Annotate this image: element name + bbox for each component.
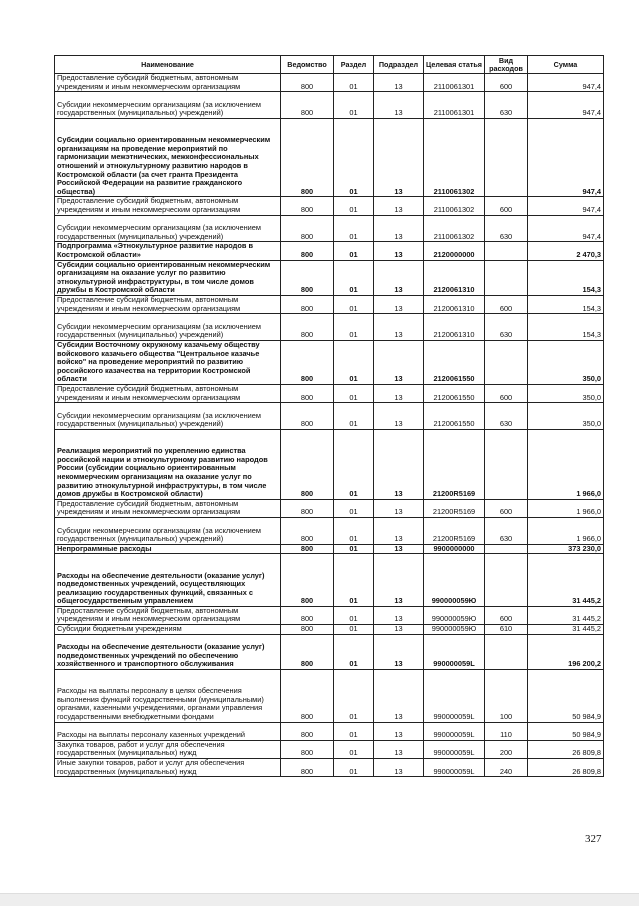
header-summa: Сумма	[528, 56, 604, 74]
row-statya-cell: 2120061550	[424, 384, 485, 402]
table-row	[55, 634, 604, 669]
document-page	[54, 55, 603, 777]
row-vid-cell: 600	[485, 197, 528, 215]
row-summa-cell: 154,3	[528, 295, 604, 313]
row-razdel-cell: 01	[334, 314, 374, 341]
row-vid-cell: 610	[485, 625, 528, 635]
table-row	[55, 340, 604, 384]
row-statya-cell: 2120000000	[424, 242, 485, 260]
row-summa-cell: 1 966,0	[528, 429, 604, 499]
row-razdel-cell: 01	[334, 670, 374, 723]
header-podrazdel: Подраздел	[374, 56, 424, 74]
row-podrazdel-cell: 13	[374, 740, 424, 758]
row-summa-cell: 947,4	[528, 215, 604, 242]
row-summa-cell: 31 445,2	[528, 606, 604, 624]
row-statya-cell: 2120061550	[424, 340, 485, 384]
row-summa-cell: 50 984,9	[528, 670, 604, 723]
row-vedomstvo-cell: 800	[281, 625, 334, 635]
row-razdel-cell: 01	[334, 118, 374, 196]
row-statya-cell: 990000059L	[424, 634, 485, 669]
row-vedomstvo-cell: 800	[281, 92, 334, 119]
row-statya-cell: 990000059Ю	[424, 554, 485, 607]
row-razdel-cell: 01	[334, 215, 374, 242]
row-vid-cell: 110	[485, 722, 528, 740]
table-row	[55, 670, 604, 723]
row-vid-cell: 600	[485, 295, 528, 313]
budget-table	[54, 55, 604, 777]
row-name-cell: Расходы на выплаты персоналу казенных учреждений	[55, 722, 281, 740]
table-row	[55, 544, 604, 554]
row-statya-cell: 990000059L	[424, 740, 485, 758]
row-podrazdel-cell: 13	[374, 606, 424, 624]
row-vid-cell	[485, 340, 528, 384]
row-vedomstvo-cell: 800	[281, 544, 334, 554]
row-summa-cell: 26 809,8	[528, 740, 604, 758]
row-statya-cell: 990000059Ю	[424, 625, 485, 635]
row-vedomstvo-cell: 800	[281, 499, 334, 517]
row-razdel-cell: 01	[334, 92, 374, 119]
row-podrazdel-cell: 13	[374, 403, 424, 430]
table-row	[55, 118, 604, 196]
row-vedomstvo-cell: 800	[281, 242, 334, 260]
row-name-cell: Субсидии некоммерческим организациям (за исключением государственных (муниципальных) учреждений)	[55, 517, 281, 544]
row-razdel-cell: 01	[334, 554, 374, 607]
row-summa-cell: 154,3	[528, 260, 604, 295]
row-razdel-cell: 01	[334, 295, 374, 313]
table-row	[55, 606, 604, 624]
row-vid-cell: 630	[485, 215, 528, 242]
table-row	[55, 215, 604, 242]
row-statya-cell: 2110061302	[424, 215, 485, 242]
header-name: Наименование	[55, 56, 281, 74]
row-summa-cell: 350,0	[528, 340, 604, 384]
row-statya-cell: 9900000000	[424, 544, 485, 554]
row-vid-cell: 600	[485, 74, 528, 92]
row-name-cell: Предоставление субсидий бюджетным, автономным учреждениям и иным некоммерческим организациям	[55, 295, 281, 313]
table-row	[55, 403, 604, 430]
row-podrazdel-cell: 13	[374, 314, 424, 341]
row-vid-cell	[485, 634, 528, 669]
row-vedomstvo-cell: 800	[281, 429, 334, 499]
row-name-cell: Расходы на обеспечение деятельности (оказание услуг) подведомственных учреждений по обеспечению хозяйственного и транспортного обслуживания	[55, 634, 281, 669]
row-name-cell: Предоставление субсидий бюджетным, автономным учреждениям и иным некоммерческим организациям	[55, 606, 281, 624]
row-vedomstvo-cell: 800	[281, 197, 334, 215]
row-summa-cell: 947,4	[528, 92, 604, 119]
row-razdel-cell: 01	[334, 517, 374, 544]
row-vedomstvo-cell: 800	[281, 722, 334, 740]
row-statya-cell: 21200R5169	[424, 517, 485, 544]
row-vedomstvo-cell: 800	[281, 118, 334, 196]
row-podrazdel-cell: 13	[374, 260, 424, 295]
row-name-cell: Субсидии некоммерческим организациям (за исключением государственных (муниципальных) учреждений)	[55, 215, 281, 242]
row-podrazdel-cell: 13	[374, 759, 424, 777]
row-statya-cell: 2120061310	[424, 314, 485, 341]
row-razdel-cell: 01	[334, 759, 374, 777]
table-row	[55, 242, 604, 260]
row-vid-cell: 200	[485, 740, 528, 758]
row-razdel-cell: 01	[334, 403, 374, 430]
row-summa-cell: 1 966,0	[528, 499, 604, 517]
page-number: 327	[585, 833, 602, 845]
row-summa-cell: 947,4	[528, 118, 604, 196]
row-podrazdel-cell: 13	[374, 499, 424, 517]
row-statya-cell: 21200R5169	[424, 429, 485, 499]
row-name-cell: Субсидии некоммерческим организациям (за исключением государственных (муниципальных) учреждений)	[55, 403, 281, 430]
row-vedomstvo-cell: 800	[281, 759, 334, 777]
row-name-cell: Непрограммные расходы	[55, 544, 281, 554]
table-row	[55, 554, 604, 607]
row-statya-cell: 2110061302	[424, 118, 485, 196]
row-summa-cell: 31 445,2	[528, 554, 604, 607]
row-name-cell: Предоставление субсидий бюджетным, автономным учреждениям и иным некоммерческим организациям	[55, 74, 281, 92]
row-vid-cell: 240	[485, 759, 528, 777]
row-vedomstvo-cell: 800	[281, 384, 334, 402]
row-name-cell: Иные закупки товаров, работ и услуг для обеспечения государственных (муниципальных) нужд	[55, 759, 281, 777]
table-row	[55, 722, 604, 740]
row-summa-cell: 154,3	[528, 314, 604, 341]
row-name-cell: Подпрограмма «Этнокультурное развитие народов в Костромской области»	[55, 242, 281, 260]
header-razdel: Раздел	[334, 56, 374, 74]
table-row	[55, 384, 604, 402]
row-summa-cell: 373 230,0	[528, 544, 604, 554]
row-statya-cell: 990000059L	[424, 670, 485, 723]
row-vid-cell	[485, 429, 528, 499]
row-razdel-cell: 01	[334, 740, 374, 758]
row-podrazdel-cell: 13	[374, 670, 424, 723]
row-vedomstvo-cell: 800	[281, 634, 334, 669]
row-summa-cell: 26 809,8	[528, 759, 604, 777]
table-row	[55, 625, 604, 635]
row-podrazdel-cell: 13	[374, 554, 424, 607]
row-razdel-cell: 01	[334, 634, 374, 669]
row-vid-cell: 100	[485, 670, 528, 723]
row-statya-cell: 21200R5169	[424, 499, 485, 517]
row-vedomstvo-cell: 800	[281, 314, 334, 341]
row-razdel-cell: 01	[334, 429, 374, 499]
row-razdel-cell: 01	[334, 242, 374, 260]
row-vid-cell: 600	[485, 499, 528, 517]
row-podrazdel-cell: 13	[374, 634, 424, 669]
row-statya-cell: 990000059L	[424, 722, 485, 740]
row-vedomstvo-cell: 800	[281, 74, 334, 92]
row-razdel-cell: 01	[334, 260, 374, 295]
row-name-cell: Расходы на обеспечение деятельности (оказание услуг) подведомственных учреждений, осуществляющих реализацию государственных функций, связанных с общегосударственным управлением	[55, 554, 281, 607]
row-summa-cell: 2 470,3	[528, 242, 604, 260]
table-row	[55, 759, 604, 777]
row-podrazdel-cell: 13	[374, 722, 424, 740]
row-podrazdel-cell: 13	[374, 74, 424, 92]
row-statya-cell: 2110061302	[424, 197, 485, 215]
row-podrazdel-cell: 13	[374, 544, 424, 554]
row-name-cell: Субсидии социально ориентированным некоммерческим организациям на проведение мероприятий по гармонизации межэтнических, межконфессиональных отношений и этнокультурному развитию народов в Костромской области (за счет гранта Президента Российской Федерации на развитие гражданского общества)	[55, 118, 281, 196]
row-razdel-cell: 01	[334, 606, 374, 624]
row-summa-cell: 350,0	[528, 403, 604, 430]
row-razdel-cell: 01	[334, 384, 374, 402]
row-name-cell: Субсидии некоммерческим организациям (за исключением государственных (муниципальных) учреждений)	[55, 314, 281, 341]
row-vedomstvo-cell: 800	[281, 295, 334, 313]
row-vid-cell	[485, 242, 528, 260]
row-razdel-cell: 01	[334, 74, 374, 92]
row-razdel-cell: 01	[334, 340, 374, 384]
table-row	[55, 74, 604, 92]
table-row	[55, 429, 604, 499]
row-name-cell: Предоставление субсидий бюджетным, автономным учреждениям и иным некоммерческим организациям	[55, 384, 281, 402]
header-vedomstvo: Ведомство	[281, 56, 334, 74]
row-name-cell: Закупка товаров, работ и услуг для обеспечения государственных (муниципальных) нужд	[55, 740, 281, 758]
row-vid-cell	[485, 544, 528, 554]
row-podrazdel-cell: 13	[374, 625, 424, 635]
row-name-cell: Субсидии бюджетным учреждениям	[55, 625, 281, 635]
row-vid-cell: 600	[485, 384, 528, 402]
row-vid-cell	[485, 554, 528, 607]
table-row	[55, 314, 604, 341]
row-podrazdel-cell: 13	[374, 215, 424, 242]
row-razdel-cell: 01	[334, 499, 374, 517]
table-body	[55, 74, 604, 777]
row-vedomstvo-cell: 800	[281, 215, 334, 242]
row-vid-cell: 600	[485, 606, 528, 624]
table-row	[55, 260, 604, 295]
row-podrazdel-cell: 13	[374, 242, 424, 260]
row-vedomstvo-cell: 800	[281, 403, 334, 430]
row-name-cell: Субсидии Восточному окружному казачьему обществу войскового казачьего общества "Центральное казачье войско" на проведение мероприятий по развитию российского казачества на территории Костромской области	[55, 340, 281, 384]
row-podrazdel-cell: 13	[374, 340, 424, 384]
table-row	[55, 295, 604, 313]
row-name-cell: Предоставление субсидий бюджетным, автономным учреждениям и иным некоммерческим организациям	[55, 197, 281, 215]
row-podrazdel-cell: 13	[374, 92, 424, 119]
row-podrazdel-cell: 13	[374, 384, 424, 402]
row-summa-cell: 1 966,0	[528, 517, 604, 544]
row-summa-cell: 947,4	[528, 197, 604, 215]
row-name-cell: Субсидии некоммерческим организациям (за исключением государственных (муниципальных) учреждений)	[55, 92, 281, 119]
row-statya-cell: 990000059L	[424, 759, 485, 777]
row-summa-cell: 31 445,2	[528, 625, 604, 635]
row-name-cell: Субсидии социально ориентированным некоммерческим организациям на оказание услуг по развитию этнокультурной инфраструктуры, в том числе домов дружбы в Костромской области	[55, 260, 281, 295]
table-row	[55, 197, 604, 215]
row-statya-cell: 2120061310	[424, 295, 485, 313]
row-vedomstvo-cell: 800	[281, 340, 334, 384]
row-summa-cell: 50 984,9	[528, 722, 604, 740]
row-podrazdel-cell: 13	[374, 295, 424, 313]
row-vedomstvo-cell: 800	[281, 670, 334, 723]
table-row	[55, 740, 604, 758]
row-vedomstvo-cell: 800	[281, 260, 334, 295]
row-vedomstvo-cell: 800	[281, 554, 334, 607]
row-vid-cell	[485, 118, 528, 196]
row-razdel-cell: 01	[334, 544, 374, 554]
row-statya-cell: 2120061550	[424, 403, 485, 430]
row-name-cell: Реализация мероприятий по укреплению единства российской нации и этнокультурному развитию народов России (субсидии социально ориентированным некоммерческим организациям на оказание услуг по развитию этнокультурной инфраструктуры, в том числе домов дружбы в Костромской области)	[55, 429, 281, 499]
row-podrazdel-cell: 13	[374, 429, 424, 499]
scan-edge	[0, 893, 639, 906]
row-statya-cell: 2110061301	[424, 92, 485, 119]
row-statya-cell: 2110061301	[424, 74, 485, 92]
row-vedomstvo-cell: 800	[281, 606, 334, 624]
row-vid-cell: 630	[485, 92, 528, 119]
row-podrazdel-cell: 13	[374, 197, 424, 215]
row-vid-cell	[485, 260, 528, 295]
row-statya-cell: 990000059Ю	[424, 606, 485, 624]
row-summa-cell: 196 200,2	[528, 634, 604, 669]
row-name-cell: Расходы на выплаты персоналу в целях обеспечения выполнения функций государственными (муниципальными) органами, казенными учреждениями, органами управления государственными внебюджетными фондами	[55, 670, 281, 723]
table-row	[55, 92, 604, 119]
row-vid-cell: 630	[485, 403, 528, 430]
row-razdel-cell: 01	[334, 197, 374, 215]
row-razdel-cell: 01	[334, 625, 374, 635]
row-vedomstvo-cell: 800	[281, 517, 334, 544]
row-podrazdel-cell: 13	[374, 118, 424, 196]
row-summa-cell: 947,4	[528, 74, 604, 92]
row-podrazdel-cell: 13	[374, 517, 424, 544]
header-statya: Целевая статья	[424, 56, 485, 74]
table-row	[55, 517, 604, 544]
row-vid-cell: 630	[485, 314, 528, 341]
row-name-cell: Предоставление субсидий бюджетным, автономным учреждениям и иным некоммерческим организациям	[55, 499, 281, 517]
table-header-row	[55, 56, 604, 74]
row-statya-cell: 2120061310	[424, 260, 485, 295]
header-vid: Вид расходов	[485, 56, 528, 74]
row-vid-cell: 630	[485, 517, 528, 544]
row-razdel-cell: 01	[334, 722, 374, 740]
row-summa-cell: 350,0	[528, 384, 604, 402]
table-row	[55, 499, 604, 517]
row-vedomstvo-cell: 800	[281, 740, 334, 758]
